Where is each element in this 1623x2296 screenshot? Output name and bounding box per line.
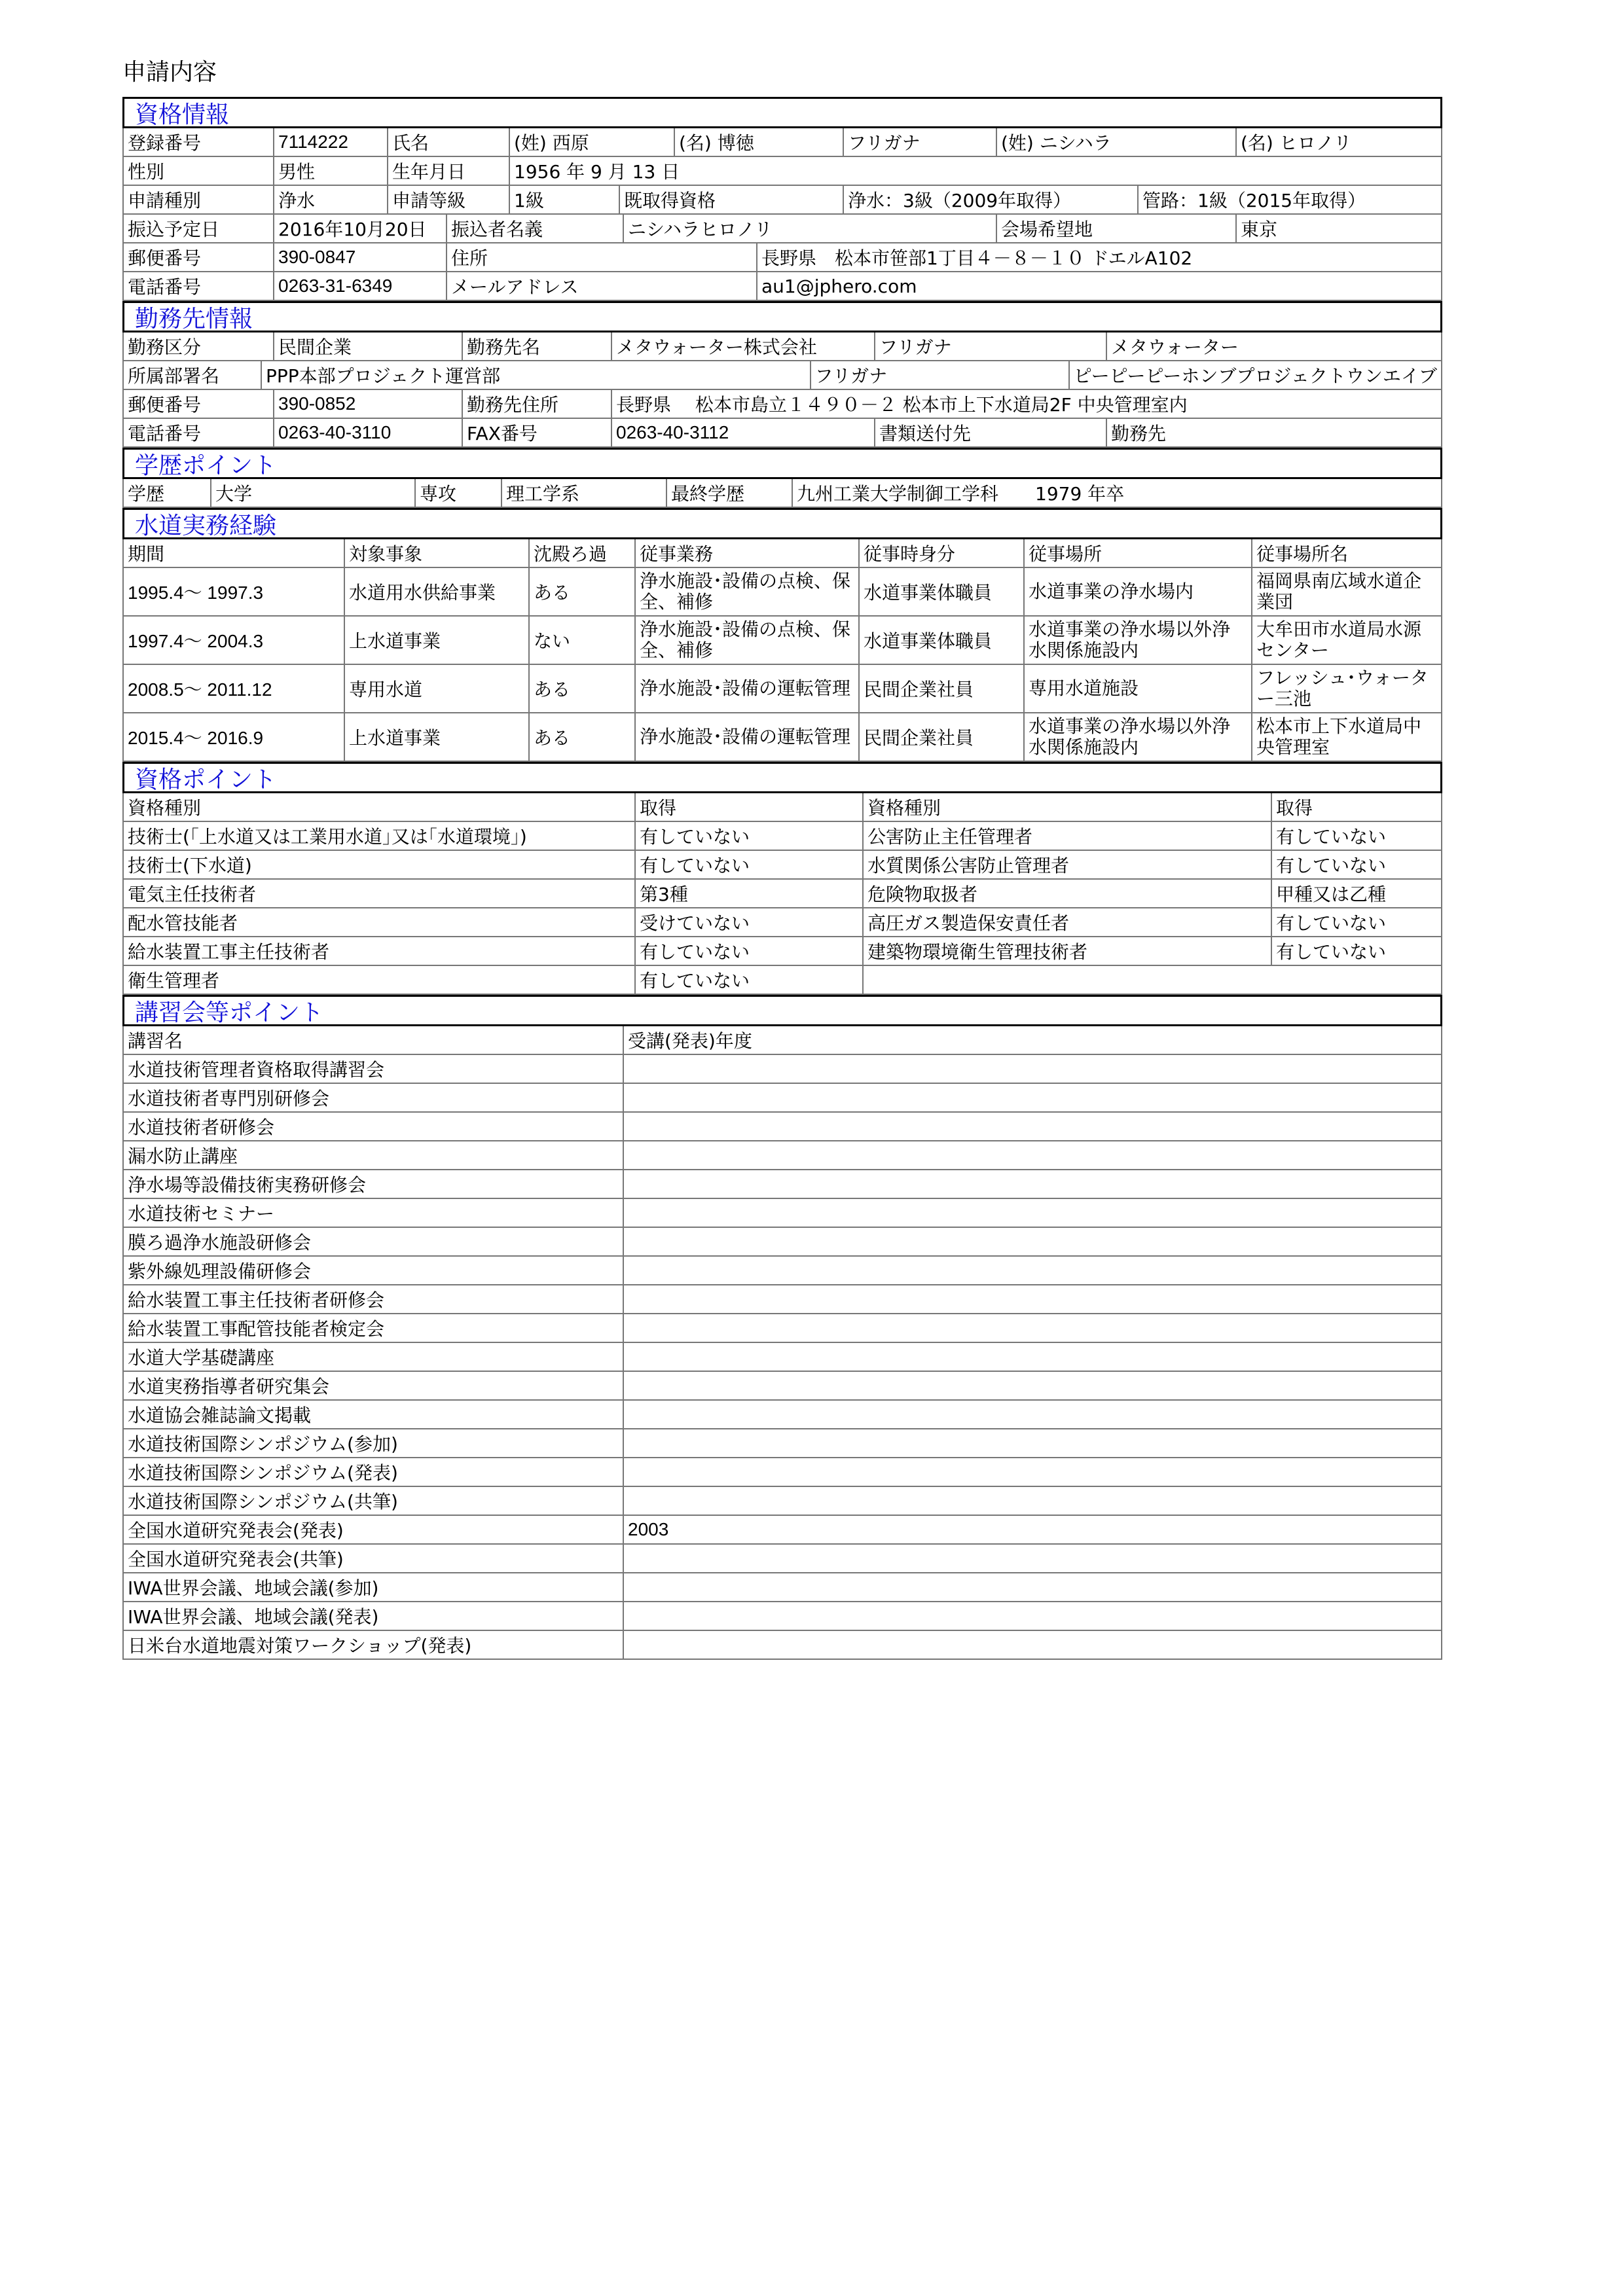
dept-furigana-label: フリガナ bbox=[810, 361, 1068, 389]
exp-status: 民間企業社員 bbox=[858, 665, 1023, 712]
company-furigana-value: メタウォーター bbox=[1106, 332, 1441, 360]
cert-type: 電気主任技術者 bbox=[128, 884, 257, 905]
exp-place: 水道事業の浄水場以外浄水関係施設内 bbox=[1023, 713, 1251, 761]
cert-row bbox=[122, 966, 1442, 995]
fax-value: 0263-40-3112 bbox=[611, 419, 874, 446]
exp-period: 2008.5～ 2011.12 bbox=[128, 679, 272, 700]
company-furigana-label: フリガナ bbox=[874, 332, 1106, 360]
course-year bbox=[623, 1401, 1441, 1428]
dob-value: 1956 年 9 月 13 日 bbox=[509, 157, 1441, 185]
address-value: 長野県 松本市笹部1丁目４－８－１０ ドエルA102 bbox=[756, 243, 1441, 271]
edu-final-label: 最終学歴 bbox=[666, 479, 792, 507]
dept-furigana-value: ピーピーピーホンブプロジェクトウンエイブ bbox=[1068, 361, 1441, 389]
course-name: 水道協会雑誌論文掲載 bbox=[128, 1405, 312, 1426]
course-row bbox=[122, 1257, 1442, 1285]
course-header-name: 講習名 bbox=[128, 1030, 183, 1052]
course-name: 水道技術者専門別研修会 bbox=[128, 1088, 330, 1109]
venue-label: 会場希望地 bbox=[996, 215, 1235, 242]
exp-filtration: ある bbox=[528, 665, 634, 712]
exp-target: 水道用水供給事業 bbox=[344, 568, 528, 615]
cert-row bbox=[122, 880, 1442, 908]
qual-row-transfer bbox=[122, 215, 1442, 243]
page-title: 申請内容 bbox=[122, 59, 217, 86]
reg-no-label: 登録番号 bbox=[128, 132, 202, 154]
course-name: 水道技術者研修会 bbox=[128, 1117, 275, 1138]
cert-type: 衛生管理者 bbox=[128, 970, 220, 992]
cert-acquired-2: 甲種又は乙種 bbox=[1271, 880, 1441, 907]
course-name: 水道技術セミナー bbox=[128, 1203, 275, 1225]
exp-row bbox=[122, 568, 1442, 617]
exp-status: 水道事業体職員 bbox=[858, 617, 1023, 664]
cert-type-2: 水質関係公害防止管理者 bbox=[862, 851, 1271, 878]
section-header-education: 学歴ポイント bbox=[122, 448, 1442, 479]
transfer-date-label: 振込予定日 bbox=[128, 219, 220, 240]
course-row bbox=[122, 1113, 1442, 1141]
course-year bbox=[623, 1170, 1441, 1198]
exp-header-target: 対象事象 bbox=[344, 539, 528, 567]
cert-row bbox=[122, 851, 1442, 880]
course-year bbox=[623, 1113, 1441, 1140]
exp-place: 水道事業の浄水場以外浄水関係施設内 bbox=[1023, 617, 1251, 664]
qual-row-phone bbox=[122, 272, 1442, 301]
phone-value: 0263-31-6349 bbox=[273, 272, 446, 300]
qual-row-registration bbox=[122, 128, 1442, 157]
exp-period: 1995.4～ 1997.3 bbox=[128, 583, 264, 603]
exp-row bbox=[122, 665, 1442, 713]
phone-label: 電話番号 bbox=[128, 276, 202, 298]
exp-period: 2015.4～ 2016.9 bbox=[128, 728, 264, 748]
course-row bbox=[122, 1573, 1442, 1602]
application-form bbox=[122, 97, 1442, 1660]
course-year bbox=[623, 1602, 1441, 1630]
payer-value: ニシハラヒロノリ bbox=[623, 215, 996, 242]
send-to-label: 書類送付先 bbox=[874, 419, 1106, 446]
course-year bbox=[623, 1631, 1441, 1659]
course-year bbox=[623, 1084, 1441, 1111]
course-header-row bbox=[122, 1026, 1442, 1055]
section-header-course-points: 講習会等ポイント bbox=[122, 995, 1442, 1026]
section-header-workplace: 勤務先情報 bbox=[122, 301, 1442, 332]
exp-header-place-name: 従事場所名 bbox=[1251, 539, 1441, 567]
course-name: 全国水道研究発表会(共筆) bbox=[128, 1549, 344, 1570]
course-row bbox=[122, 1429, 1442, 1458]
edu-major-label: 専攻 bbox=[414, 479, 501, 507]
course-rows bbox=[122, 1055, 1442, 1660]
work-row-dept bbox=[122, 361, 1442, 390]
course-name: IWA世界会議、地域会議(発表) bbox=[128, 1606, 379, 1628]
edu-history-label: 学歴 bbox=[128, 483, 165, 505]
cert-type-2: 危険物取扱者 bbox=[862, 880, 1271, 907]
sex-value: 男性 bbox=[273, 157, 387, 185]
cert-type-2: 公害防止主任管理者 bbox=[862, 822, 1271, 850]
course-name: 水道技術国際シンポジウム(共筆) bbox=[128, 1491, 398, 1513]
cert-row bbox=[122, 937, 1442, 966]
cert-acquired: 有していない bbox=[634, 822, 862, 850]
course-row bbox=[122, 1487, 1442, 1516]
course-name: 水道技術国際シンポジウム(発表) bbox=[128, 1462, 398, 1484]
course-name: 全国水道研究発表会(発表) bbox=[128, 1520, 344, 1541]
held-qual-1: 浄水：3級（2009年取得） bbox=[843, 186, 1137, 213]
course-name: 水道技術管理者資格取得講習会 bbox=[128, 1059, 385, 1081]
course-year bbox=[623, 1429, 1441, 1457]
cert-row bbox=[122, 908, 1442, 937]
exp-place-name: 大牟田市水道局水源センター bbox=[1251, 617, 1441, 664]
course-name: 日米台水道地震対策ワークショップ(発表) bbox=[128, 1635, 472, 1657]
furigana-surname-value: (姓) ニシハラ bbox=[996, 128, 1235, 156]
cert-header-acquired: 取得 bbox=[634, 793, 862, 821]
cert-acquired: 受けていない bbox=[634, 908, 862, 936]
name-label: 氏名 bbox=[387, 128, 509, 156]
course-header-year: 受講(発表)年度 bbox=[623, 1026, 1441, 1054]
exp-status: 水道事業体職員 bbox=[858, 568, 1023, 615]
course-row bbox=[122, 1401, 1442, 1429]
cert-acquired-2: 有していない bbox=[1271, 822, 1441, 850]
course-name: 給水装置工事主任技術者研修会 bbox=[128, 1289, 385, 1311]
exp-period: 1997.4～ 2004.3 bbox=[128, 631, 264, 651]
held-qual-label: 既取得資格 bbox=[619, 186, 843, 213]
work-phone-label: 電話番号 bbox=[128, 423, 202, 444]
cert-row bbox=[122, 822, 1442, 851]
cert-header-acquired-2: 取得 bbox=[1271, 793, 1441, 821]
course-row bbox=[122, 1199, 1442, 1228]
exp-row bbox=[122, 713, 1442, 762]
section-header-qualification: 資格情報 bbox=[122, 97, 1442, 128]
exp-place-name: 松本市上下水道局中央管理室 bbox=[1251, 713, 1441, 761]
course-year bbox=[623, 1372, 1441, 1399]
exp-place-name: 福岡県南広域水道企業団 bbox=[1251, 568, 1441, 615]
edu-history-value: 大学 bbox=[210, 479, 414, 507]
cert-empty bbox=[862, 966, 1441, 994]
course-year bbox=[623, 1545, 1441, 1572]
exp-place: 専用水道施設 bbox=[1023, 665, 1251, 712]
cert-type: 給水装置工事主任技術者 bbox=[128, 941, 330, 963]
cert-header-type: 資格種別 bbox=[128, 797, 202, 819]
course-year bbox=[623, 1458, 1441, 1486]
venue-value: 東京 bbox=[1235, 215, 1441, 242]
course-row bbox=[122, 1055, 1442, 1084]
email-label: メールアドレス bbox=[446, 272, 756, 300]
exp-target: 上水道事業 bbox=[344, 713, 528, 761]
cert-header-type-2: 資格種別 bbox=[862, 793, 1271, 821]
course-row bbox=[122, 1545, 1442, 1573]
work-postal-label: 郵便番号 bbox=[128, 394, 202, 416]
exp-filtration: ある bbox=[528, 568, 634, 615]
cert-type: 配水管技能者 bbox=[128, 912, 238, 934]
exp-header-period: 期間 bbox=[128, 543, 165, 565]
payer-label: 振込者名義 bbox=[446, 215, 623, 242]
exp-duty: 浄水施設･設備の運転管理 bbox=[634, 713, 858, 761]
course-name: 漏水防止講座 bbox=[128, 1145, 238, 1167]
app-type-value: 浄水 bbox=[273, 186, 387, 213]
cert-acquired: 第3種 bbox=[634, 880, 862, 907]
held-qual-2: 管路：1級（2015年取得） bbox=[1137, 186, 1441, 213]
course-name: 水道実務指導者研究集会 bbox=[128, 1376, 330, 1397]
course-name: 水道大学基礎講座 bbox=[128, 1347, 275, 1369]
course-row bbox=[122, 1084, 1442, 1113]
course-year bbox=[623, 1285, 1441, 1313]
section-header-experience: 水道実務経験 bbox=[122, 508, 1442, 539]
cert-acquired: 有していない bbox=[634, 937, 862, 965]
section-header-cert-points: 資格ポイント bbox=[122, 762, 1442, 793]
exp-filtration: ない bbox=[528, 617, 634, 664]
app-grade-label: 申請等級 bbox=[387, 186, 509, 213]
dept-label: 所属部署名 bbox=[128, 365, 220, 387]
exp-header-status: 従事時身分 bbox=[858, 539, 1023, 567]
exp-filtration: ある bbox=[528, 713, 634, 761]
course-row bbox=[122, 1141, 1442, 1170]
qual-row-application bbox=[122, 186, 1442, 215]
course-year: 2003 bbox=[623, 1516, 1441, 1543]
cert-acquired-2: 有していない bbox=[1271, 908, 1441, 936]
course-year bbox=[623, 1573, 1441, 1601]
exp-duty: 浄水施設･設備の点検、保全、補修 bbox=[634, 617, 858, 664]
course-row bbox=[122, 1285, 1442, 1314]
work-category-value: 民間企業 bbox=[273, 332, 462, 360]
course-year bbox=[623, 1343, 1441, 1371]
dept-value: PPP本部プロジェクト運営部 bbox=[261, 361, 810, 389]
exp-duty: 浄水施設･設備の運転管理 bbox=[634, 665, 858, 712]
reg-no-value: 7114222 bbox=[273, 128, 387, 156]
cert-type-2: 建築物環境衛生管理技術者 bbox=[862, 937, 1271, 965]
company-label: 勤務先名 bbox=[462, 332, 611, 360]
exp-target: 専用水道 bbox=[344, 665, 528, 712]
cert-acquired-2: 有していない bbox=[1271, 937, 1441, 965]
app-grade-value: 1級 bbox=[509, 186, 619, 213]
cert-type-2: 高圧ガス製造保安責任者 bbox=[862, 908, 1271, 936]
course-year bbox=[623, 1228, 1441, 1255]
course-name: IWA世界会議、地域会議(参加) bbox=[128, 1577, 379, 1599]
course-year bbox=[623, 1055, 1441, 1083]
course-year bbox=[623, 1314, 1441, 1342]
course-name: 水道技術国際シンポジウム(参加) bbox=[128, 1433, 398, 1455]
edu-major-value: 理工学系 bbox=[501, 479, 666, 507]
qual-row-postal bbox=[122, 243, 1442, 272]
exp-place: 水道事業の浄水場内 bbox=[1023, 568, 1251, 615]
cert-acquired: 有していない bbox=[634, 851, 862, 878]
fax-label: FAX番号 bbox=[462, 419, 611, 446]
work-address-label: 勤務先住所 bbox=[462, 390, 611, 418]
cert-type: 技術士(｢上水道又は工業用水道｣又は｢水道環境｣) bbox=[128, 826, 527, 848]
email-value: au1@jphero.com bbox=[756, 272, 1441, 300]
exp-header-filtration: 沈殿ろ過 bbox=[528, 539, 634, 567]
postal-value: 390-0847 bbox=[273, 243, 446, 271]
course-row bbox=[122, 1631, 1442, 1660]
course-name: 給水装置工事配管技能者検定会 bbox=[128, 1318, 385, 1340]
work-category-label: 勤務区分 bbox=[128, 336, 202, 358]
course-year bbox=[623, 1257, 1441, 1284]
edu-row bbox=[122, 479, 1442, 508]
transfer-date-value: 2016年10月20日 bbox=[273, 215, 446, 242]
exp-place-name: フレッシュ･ウォーター三池 bbox=[1251, 665, 1441, 712]
course-year bbox=[623, 1141, 1441, 1169]
postal-label: 郵便番号 bbox=[128, 247, 202, 269]
course-row bbox=[122, 1228, 1442, 1257]
work-row-company bbox=[122, 332, 1442, 361]
course-name: 膜ろ過浄水施設研修会 bbox=[128, 1232, 312, 1253]
cert-header-row bbox=[122, 793, 1442, 822]
course-row bbox=[122, 1314, 1442, 1343]
send-to-value: 勤務先 bbox=[1106, 419, 1441, 446]
work-postal-value: 390-0852 bbox=[273, 390, 462, 418]
course-year bbox=[623, 1487, 1441, 1515]
exp-status: 民間企業社員 bbox=[858, 713, 1023, 761]
course-row bbox=[122, 1372, 1442, 1401]
cert-type: 技術士(下水道) bbox=[128, 855, 252, 876]
address-label: 住所 bbox=[446, 243, 756, 271]
furigana-given-value: (名) ヒロノリ bbox=[1235, 128, 1441, 156]
cert-acquired: 有していない bbox=[634, 966, 862, 994]
course-row bbox=[122, 1602, 1442, 1631]
work-row-phone bbox=[122, 419, 1442, 448]
work-address-value: 長野県 松本市島立１４９０－２ 松本市上下水道局2F 中央管理室内 bbox=[611, 390, 1441, 418]
edu-final-value: 九州工業大学制御工学科 1979 年卒 bbox=[792, 479, 1441, 507]
course-row bbox=[122, 1343, 1442, 1372]
company-value: メタウォーター株式会社 bbox=[611, 332, 874, 360]
exp-target: 上水道事業 bbox=[344, 617, 528, 664]
course-year bbox=[623, 1199, 1441, 1227]
dob-label: 生年月日 bbox=[387, 157, 509, 185]
exp-header-duty: 従事業務 bbox=[634, 539, 858, 567]
sex-label: 性別 bbox=[128, 161, 165, 183]
cert-acquired-2: 有していない bbox=[1271, 851, 1441, 878]
exp-header-place: 従事場所 bbox=[1023, 539, 1251, 567]
app-type-label: 申請種別 bbox=[128, 190, 202, 211]
course-name: 紫外線処理設備研修会 bbox=[128, 1261, 312, 1282]
given-name-value: (名) 博徳 bbox=[674, 128, 843, 156]
furigana-label: フリガナ bbox=[843, 128, 996, 156]
course-row bbox=[122, 1458, 1442, 1487]
exp-duty: 浄水施設･設備の点検、保全、補修 bbox=[634, 568, 858, 615]
course-row bbox=[122, 1170, 1442, 1199]
course-name: 浄水場等設備技術実務研修会 bbox=[128, 1174, 367, 1196]
surname-value: (姓) 西原 bbox=[509, 128, 674, 156]
course-row bbox=[122, 1516, 1442, 1545]
work-phone-value: 0263-40-3110 bbox=[273, 419, 462, 446]
exp-header-row bbox=[122, 539, 1442, 568]
exp-row bbox=[122, 617, 1442, 665]
qual-row-sex bbox=[122, 157, 1442, 186]
work-row-address bbox=[122, 390, 1442, 419]
